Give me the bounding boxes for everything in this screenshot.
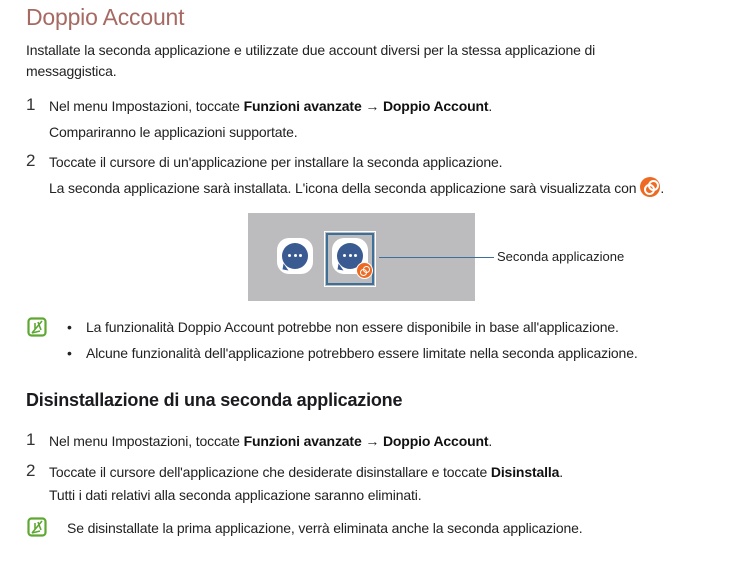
note-pencil-icon [27,517,47,537]
step-number: 1 [26,430,36,449]
uninstall-step-2-text [49,464,563,480]
step-text: Nel menu Impostazioni, toccate [49,433,244,449]
chat-bubble-icon [282,243,308,269]
step-number: 2 [26,461,36,480]
uninstall-step-1-text [49,433,492,449]
callout-label: Seconda applicazione [497,249,625,264]
intro-text-line1: Installate la seconda applicazione e utilizzate due account diversi per la stessa applicazione di [26,42,596,58]
menu-path-advanced-features: Funzioni avanzate [243,98,362,114]
step-text: Toccate il cursore dell'applicazione che desiderate disinstallare e toccate [49,464,491,480]
step-2-text: Toccate il cursore di un'applicazione per installare la seconda applicazione. [49,154,503,170]
intro-text-line2: messaggistica. [26,63,117,79]
uninstall-label: Disinstalla [490,464,560,480]
callout-line [379,257,494,258]
menu-path-advanced-features: Funzioni avanzate [243,433,362,449]
bullet-dot: • [67,345,72,361]
step-text: Nel menu Impostazioni, toccate [49,98,244,114]
step-1-text [49,98,492,114]
step-2-subtext [49,177,664,197]
note-pencil-icon [27,317,47,337]
dual-app-badge-icon [356,262,373,279]
menu-path-dual-messenger: Doppio Account [382,433,489,449]
arrow: → [361,433,383,449]
period: . [660,180,665,196]
note-bullet-2: Alcune funzionalità dell'applicazione potrebbero essere limitate nella seconda applicazione. [86,345,638,361]
period: . [488,433,493,449]
period: . [559,464,563,480]
uninstall-step-2-subtext: Tutti i dati relativi alla seconda applicazione saranno eliminati. [49,487,422,503]
step-1-subtext: Compariranno le applicazioni supportate. [49,124,298,140]
messaging-app-icon [277,238,313,274]
step-number: 2 [26,151,36,170]
note-bullet-1: La funzionalità Doppio Account potrebbe non essere disponibile in base all'applicazione. [86,319,619,335]
bullet-dot: • [67,319,72,335]
period: . [488,98,493,114]
dual-app-badge-icon [640,177,660,197]
section-heading: Disinstallazione di una seconda applicazione [26,390,403,410]
step-text: La seconda applicazione sarà installata. L'icona della seconda applicazione sarà visualizzata con [49,180,637,196]
menu-path-dual-messenger: Doppio Account [382,98,489,114]
step-number: 1 [26,95,36,114]
arrow: → [361,98,383,114]
page-title: Doppio Account [26,4,185,30]
uninstall-note: Se disinstallate la prima applicazione, verrà eliminata anche la seconda applicazione. [67,520,583,536]
